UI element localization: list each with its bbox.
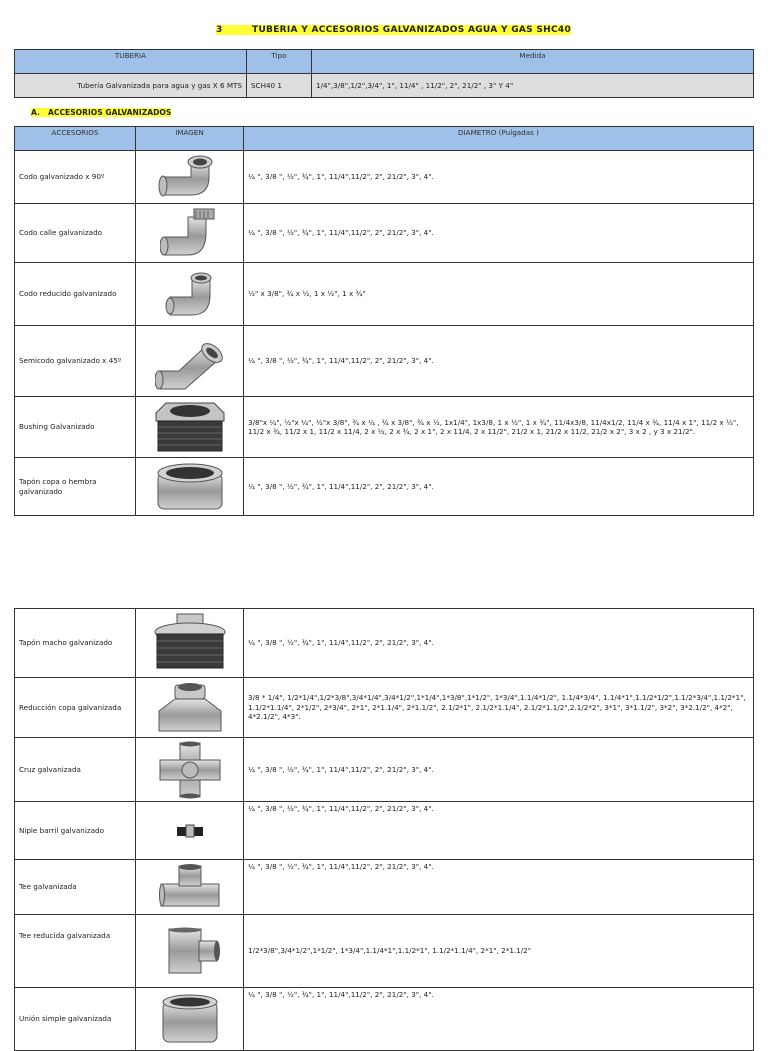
accessory-name: Codo reducido galvanizado: [15, 263, 136, 326]
accessory-diameters: ¼ ", 3/8 ", ½", ¾", 1", 11/4",11/2", 2", 21/2", 3", 4".: [244, 458, 754, 516]
tee-icon: [159, 864, 221, 910]
header-tipo: Tipo: [247, 50, 312, 74]
table-row: [15, 263, 754, 326]
table-row: [15, 74, 754, 98]
accessory-name: Tee galvanizada: [15, 860, 136, 915]
accessory-diameters: ½" x 3/8", ¾ x ½, 1 x ½", 1 x ¾": [244, 263, 754, 326]
elbow-90-icon: [157, 155, 223, 199]
table-row: [15, 860, 754, 915]
pipe-sizes: 1/4",3/8",1/2",3/4", 1", 11/4" , 11/2", 2", 21/2" , 3" Y 4": [312, 74, 754, 98]
table-row: [15, 397, 754, 458]
section-a-heading: [31, 108, 171, 117]
elbow-45-icon: [155, 331, 225, 391]
reducing-elbow-icon: [162, 271, 218, 317]
table-row: [15, 458, 754, 516]
header-accesorios: ACCESORIOS: [15, 127, 136, 151]
table-row: [15, 678, 754, 738]
accessory-diameters: ¼ ", 3/8 ", ½", ¾", 1", 11/4",11/2", 2", 21/2", 3", 4".: [244, 204, 754, 263]
section-a-title: ACCESORIOS GALVANIZADOS: [48, 108, 172, 117]
table-row: [15, 204, 754, 263]
pipe-type: SCH40 1: [247, 74, 312, 98]
section-a-letter: A.: [31, 108, 40, 117]
accessory-name: Codo calle galvanizado: [15, 204, 136, 263]
accessory-diameters: ¼ ", 3/8 ", ½", ¾", 1", 11/4",11/2", 2", 21/2", 3", 4".: [244, 738, 754, 802]
header-tuberia: TUBERIA: [15, 50, 247, 74]
accessory-name: Bushing Galvanizado: [15, 397, 136, 458]
pipe-table-header: [15, 50, 754, 74]
plug-icon: [151, 612, 229, 674]
pipe-description: Tubería Galvanizada para agua y gas X 6 MTS: [15, 74, 247, 98]
accessory-name: Tapón macho galvanizado: [15, 609, 136, 678]
reducing-tee-icon: [159, 927, 221, 975]
header-diametro: DIAMETRO (Pulgadas ): [244, 127, 754, 151]
document-title: [216, 25, 571, 35]
accessory-diameters: 3/8"x ¼", ½"x ¼", ½"x 3/8", ¾ x ¼ , ¾ x 3/8", ¾ x ½, 1x1/4", 1x3/8, 1 x ½", 1 x ¾", 11/4x3/8, 11/4x1/2, 11/4 x ¾, 11/4 x 1", 11/2 x ½", 11/2 x ¾, 11/2 x 1, 11/2 x 11/4, 2 x ½, 2 x ¾, 2 x 1", 2 x 11/4, 2 x 11/2", 21/2 x 1, 21/2 x 11/2, 21/2 x 2", 3 x 2 , y 3 x 21/2".: [244, 397, 754, 458]
header-imagen: IMAGEN: [136, 127, 244, 151]
cap-icon: [154, 461, 226, 513]
accessory-name: Unión simple galvanizada: [15, 988, 136, 1051]
table-row: [15, 738, 754, 802]
accessories-table: [14, 126, 754, 516]
reducer-coupling-icon: [155, 681, 225, 735]
header-medida: Medida: [312, 50, 754, 74]
section-number: 3: [216, 25, 223, 35]
accessory-name: Codo galvanizado x 90º: [15, 151, 136, 204]
accessory-diameters: 1/2*3/8",3/4*1/2",1*1/2", 1*3/4",1.1/4*1",1.1/2*1", 1.1/2*1.1/4", 2*1", 2*1.1/2": [244, 915, 754, 988]
table-row: [15, 609, 754, 678]
accessories-table-header: [15, 127, 754, 151]
accessory-name: Tee reducida galvanizada: [15, 915, 136, 988]
table-row: [15, 802, 754, 860]
accessory-name: Semicodo galvanizado x 45º: [15, 326, 136, 397]
accessory-name: Cruz galvanizada: [15, 738, 136, 802]
table-row: [15, 915, 754, 988]
section-title: TUBERIA Y ACCESORIOS GALVANIZADOS AGUA Y GAS SHC40: [252, 25, 572, 35]
accessory-diameters: ¼ ", 3/8 ", ½", ¾", 1", 11/4",11/2", 2", 21/2", 3", 4".: [244, 609, 754, 678]
accessory-name: Tapón copa o hembra galvanizado: [15, 458, 136, 516]
accessory-diameters: ¼ ", 3/8 ", ½", ¾", 1", 11/4",11/2", 2", 21/2", 3", 4".: [244, 326, 754, 397]
table-row: [15, 988, 754, 1051]
bushing-icon: [152, 399, 228, 455]
table-row: [15, 326, 754, 397]
accessory-name: Niple barril galvanizado: [15, 802, 136, 860]
accessory-diameters: ¼ ", 3/8 ", ½", ¾", 1", 11/4",11/2", 2", 21/2", 3", 4".: [244, 151, 754, 204]
accessory-diameters: ¼ ", 3/8 ", ½", ¾", 1", 11/4",11/2", 2", 21/2", 3", 4".: [244, 802, 754, 860]
cross-icon: [158, 741, 222, 799]
accessories-table-continued: [14, 608, 754, 1051]
accessory-diameters: ¼ ", 3/8 ", ½", ¾", 1", 11/4",11/2", 2", 21/2", 3", 4".: [244, 988, 754, 1051]
accessory-diameters: 3/8 * 1/4", 1/2*1/4",1/2*3/8",3/4*1/4",3/4*1/2",1*1/4",1*3/8",1*1/2", 1*3/4",1.1/4*1/2", 1.1/4*3/4", 1.1/4*1",1.1/2*1/2",1.1/2*3/4",1.1/2*1", 1.1/2*1.1/4", 2*1/2", 2*3/4", 2*1", 2*1.1/4", 2*1.1/2", 2.1/2*1", 2.1/2*1.1/4", 2.1/2*1.1/2",2.1/2*2", 3*1", 3*1.1/2", 3*2", 3*2.1/2", 4*2", 4*2.1/2", 4*3".: [244, 678, 754, 738]
accessory-diameters: ¼ ", 3/8 ", ½", ¾", 1", 11/4",11/2", 2", 21/2", 3", 4".: [244, 860, 754, 915]
table-row: [15, 151, 754, 204]
accessory-name: Reducción copa galvanizada: [15, 678, 136, 738]
street-elbow-icon: [160, 207, 220, 259]
barrel-nipple-icon: [175, 823, 205, 839]
coupling-icon: [159, 992, 221, 1046]
pipe-table: [14, 49, 754, 98]
